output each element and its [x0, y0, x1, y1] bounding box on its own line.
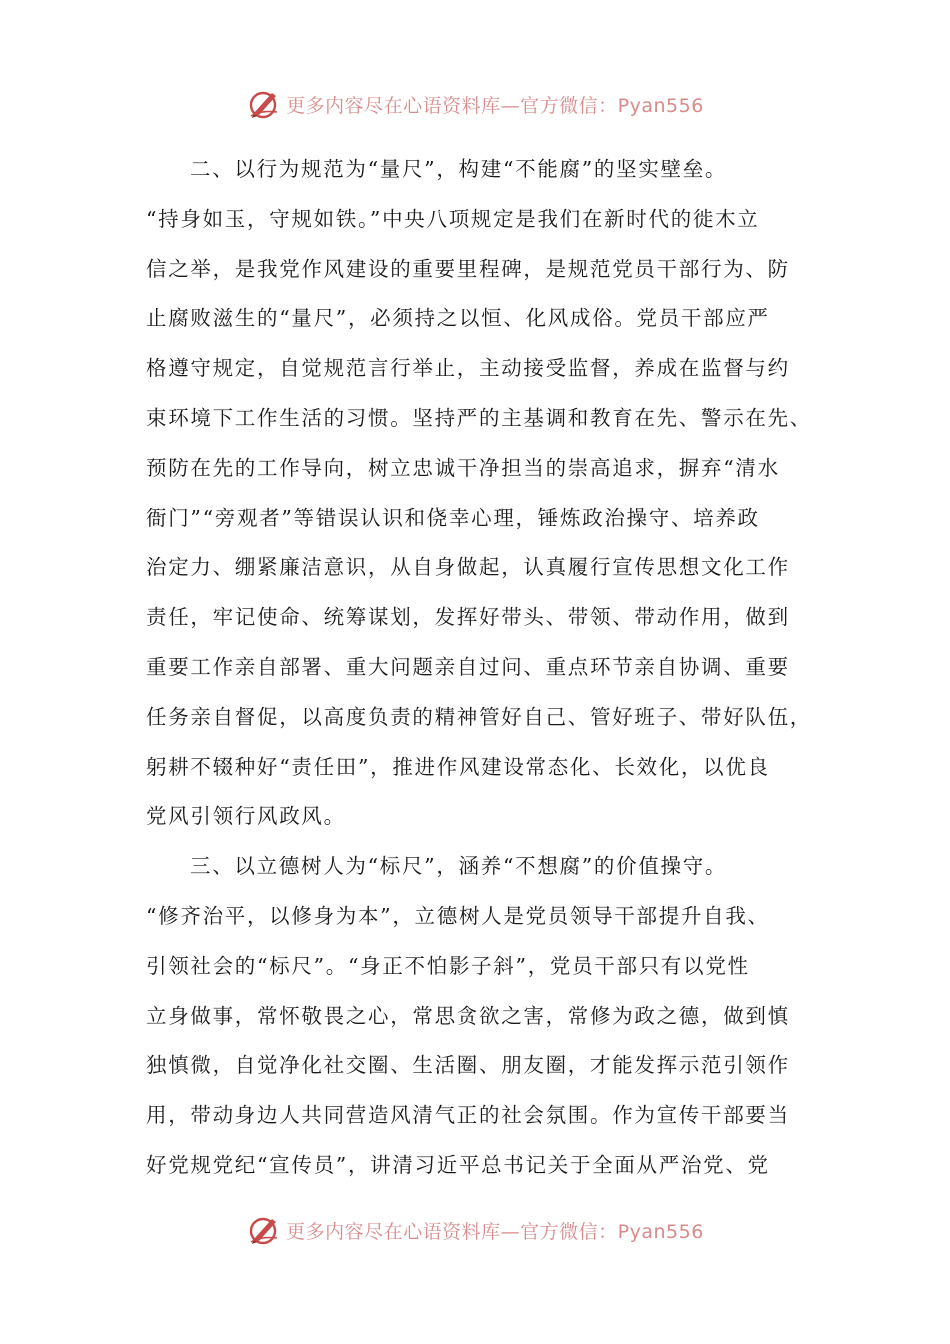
- text-line: “修齐治平，以修身为本”，立德树人是党员领导干部提升自我、: [146, 903, 770, 928]
- text-line: 任务亲自督促，以高度负责的精神管好自己、管好班子、带好队伍，: [146, 704, 812, 729]
- paragraph-heading: 二、以行为规范为“量尺”，构建“不能腐”的坚实壁垒。: [190, 157, 728, 181]
- text-line: 躬耕不辍种好“责任田”，推进作风建设常态化、长效化，以优良: [146, 754, 770, 779]
- text-line: “持身如玉，守规如铁。”中央八项规定是我们在新时代的徙木立: [146, 206, 760, 231]
- footer-watermark: [0, 1210, 950, 1250]
- header-watermark: [0, 84, 950, 124]
- text-line: 用，带动身边人共同营造风清气正的社会氛围。作为宣传干部要当: [146, 1103, 790, 1128]
- text-line: 束环境下工作生活的习惯。坚持严的主基调和教育在先、警示在先、: [146, 405, 812, 430]
- text-line: 衙门”“旁观者”等错误认识和侥幸心理，锤炼政治操守、培养政: [146, 505, 760, 530]
- watermark-text: 更多内容尽在心语资料库—官方微信：Pyan556: [286, 94, 704, 117]
- pen-logo-icon: [246, 1212, 282, 1248]
- text-line: 预防在先的工作导向，树立忠诚干净担当的崇高追求，摒弃“清水: [146, 455, 780, 480]
- pen-logo-icon: [246, 86, 282, 122]
- text-line: 重要工作亲自部署、重大问题亲自过问、重点环节亲自协调、重要: [146, 654, 790, 679]
- text-line: 独慎微，自觉净化社交圈、生活圈、朋友圈，才能发挥示范引领作: [146, 1053, 790, 1078]
- text-line: 引领社会的“标尺”。“身正不怕影子斜”，党员干部只有以党性: [146, 953, 750, 978]
- document-body: [146, 145, 818, 1191]
- text-line: 格遵守规定，自觉规范言行举止，主动接受监督，养成在监督与约: [146, 356, 790, 381]
- paragraph-heading: 三、以立德树人为“标尺”，涵养“不想腐”的价值操守。: [190, 854, 728, 879]
- watermark-text: 更多内容尽在心语资料库—官方微信：Pyan556: [286, 1220, 704, 1243]
- text-line: 信之举，是我党作风建设的重要里程碑，是规范党员干部行为、防: [146, 256, 790, 281]
- text-line: 治定力、绷紧廉洁意识，从自身做起，认真履行宣传思想文化工作: [146, 555, 790, 580]
- text-line: 止腐败滋生的“量尺”，必须持之以恒、化风成俗。党员干部应严: [146, 306, 770, 331]
- text-line: 立身做事，常怀敬畏之心，常思贪欲之害，常修为政之德，做到慎: [146, 1003, 790, 1028]
- text-line: 责任，牢记使命、统筹谋划，发挥好带头、带领、带动作用，做到: [146, 605, 790, 630]
- text-line: 好党规党纪“宣传员”，讲清习近平总书记关于全面从严治党、党: [146, 1152, 770, 1177]
- text-line: 党风引领行风政风。: [146, 804, 346, 829]
